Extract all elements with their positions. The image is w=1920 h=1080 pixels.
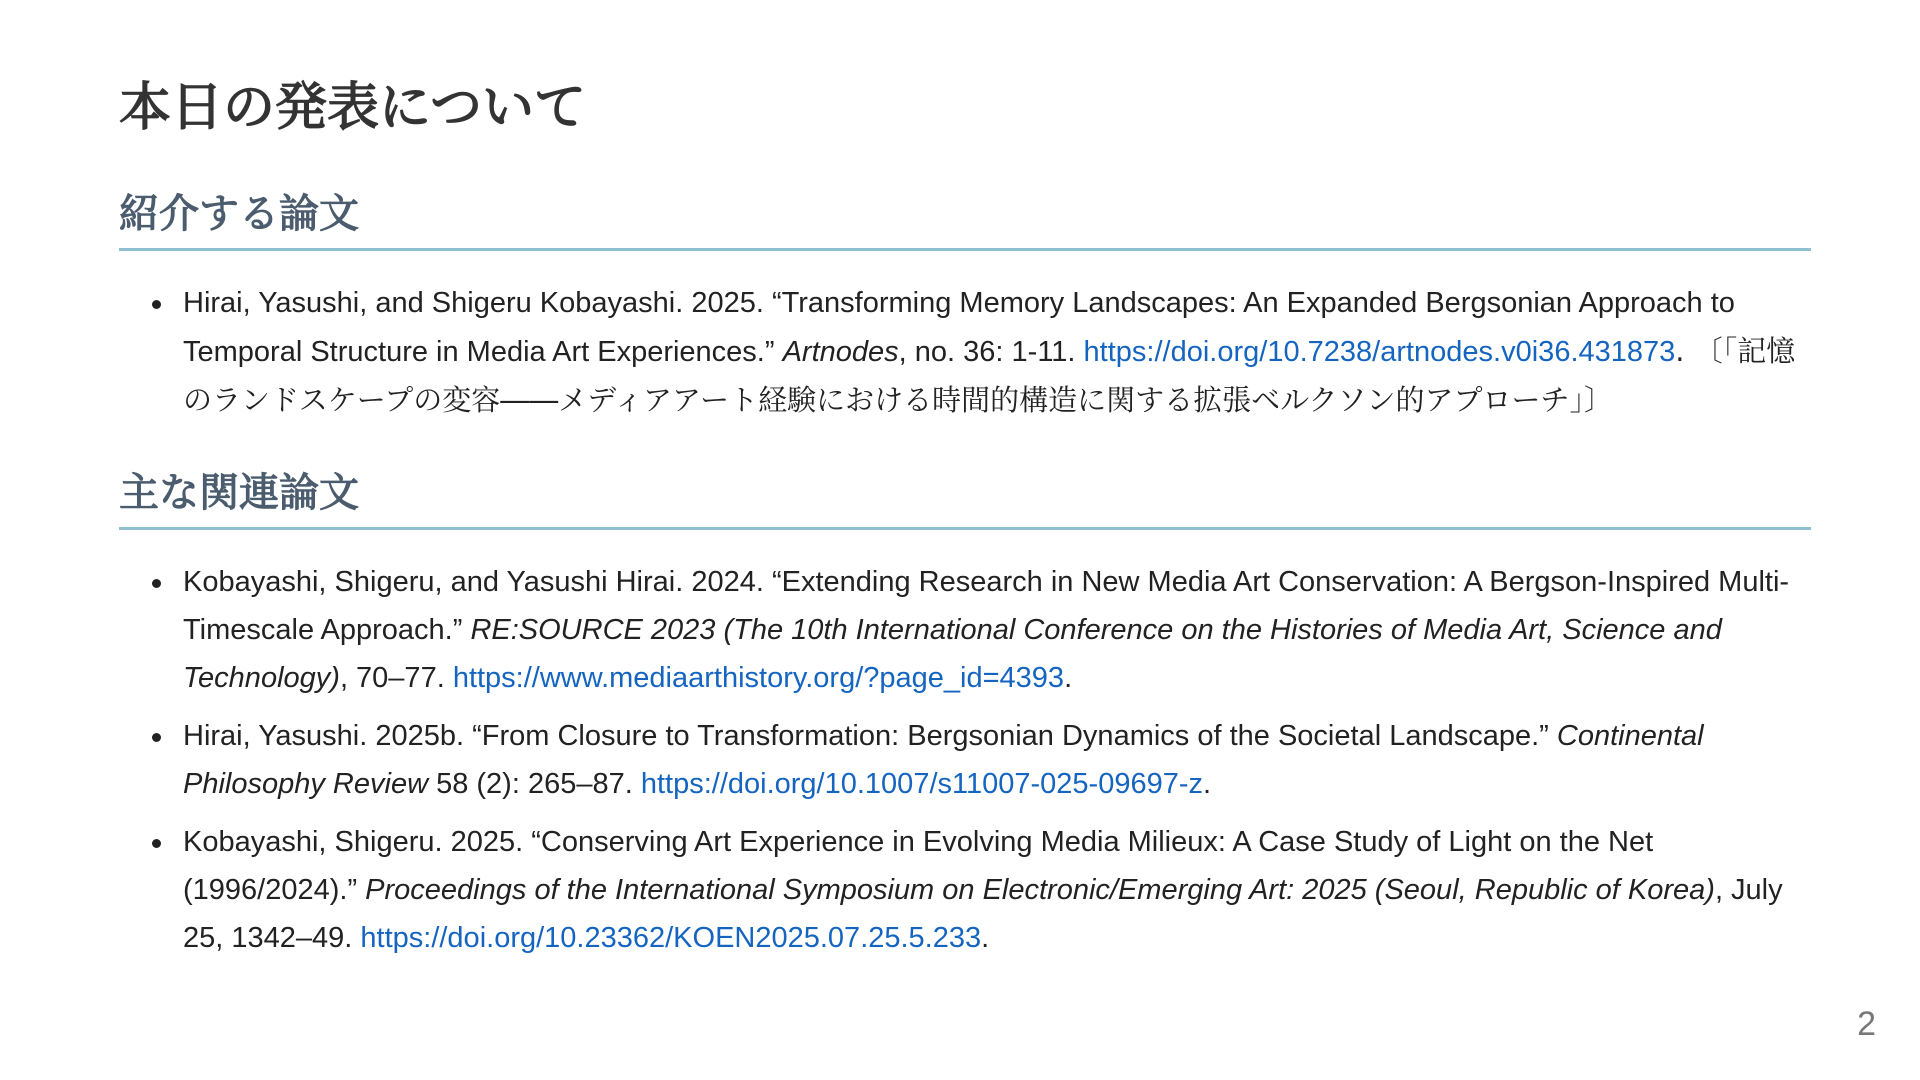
reference-authors-title: Kobayashi, Shigeru, and Yasushi Hirai. 2024. “Extending Research in New Media Art Conservation: A Bergson-Inspired Multi-Timescale Approach.” (183, 566, 1790, 646)
related-reference-list (119, 558, 1811, 962)
slide (119, 70, 1811, 972)
reference-end: . (981, 922, 990, 954)
reference-item (119, 558, 1811, 702)
bullet-icon (152, 300, 161, 309)
reference-details: 58 (2): 265–87. (428, 768, 641, 800)
bullet-icon (152, 733, 161, 742)
reference-japanese-title: . 〔「記憶のランドスケープの変容――メディアアート経験における時間的構造に関する拡張ベルクソン的アプローチ」〕 (183, 334, 1796, 417)
reference-venue: Artnodes (782, 336, 899, 368)
section-related-papers (119, 465, 1811, 962)
reference-item (119, 279, 1811, 425)
bullet-icon (152, 839, 161, 848)
reference-end: . (1203, 768, 1212, 800)
reference-details: , no. 36: 1-11. (898, 336, 1084, 368)
page-number: 2 (1857, 1005, 1876, 1043)
featured-reference-list (119, 279, 1811, 425)
reference-details: , 70–77. (339, 662, 453, 694)
reference-doi-link[interactable]: https://doi.org/10.1007/s11007-025-09697-z (640, 768, 1203, 800)
reference-authors-title: Hirai, Yasushi, and Shigeru Kobayashi. 2025. “Transforming Memory Landscapes: An Expanded Bergsonian Approach to Temporal Structure in Media Art Experiences.” (183, 287, 1735, 368)
reference-details: , July 25, 1342–49. (183, 874, 1783, 954)
reference-venue: Continental Philosophy Review (183, 720, 1704, 800)
section-heading-featured: 紹介する論文 (119, 186, 1811, 251)
bullet-icon (152, 579, 161, 588)
reference-doi-link[interactable]: https://doi.org/10.23362/KOEN2025.07.25.5.233 (360, 922, 982, 954)
reference-url-link[interactable]: https://www.mediaarthistory.org/?page_id=4393 (452, 662, 1065, 694)
reference-authors-title: Kobayashi, Shigeru. 2025. “Conserving Art Experience in Evolving Media Milieux: A Case Study of Light on the Net (1996/2024).” (183, 826, 1654, 906)
slide-title: 本日の発表について (119, 78, 586, 138)
reference-doi-link[interactable]: https://doi.org/10.7238/artnodes.v0i36.431873 (1083, 336, 1676, 368)
reference-authors-title: Hirai, Yasushi. 2025b. “From Closure to Transformation: Bergsonian Dynamics of the Societal Landscape.” (183, 720, 1557, 752)
reference-venue: Proceedings of the International Symposium on Electronic/Emerging Art: 2025 (Seoul, Republic of Korea) (365, 874, 1715, 906)
reference-venue: RE:SOURCE 2023 (The 10th International Conference on the Histories of Media Art, Science and Technology) (183, 614, 1722, 694)
reference-item (119, 818, 1811, 962)
section-heading-related: 主な関連論文 (119, 465, 1811, 530)
reference-item (119, 712, 1811, 808)
reference-end: . (1064, 662, 1073, 694)
section-featured-paper (119, 186, 1811, 425)
